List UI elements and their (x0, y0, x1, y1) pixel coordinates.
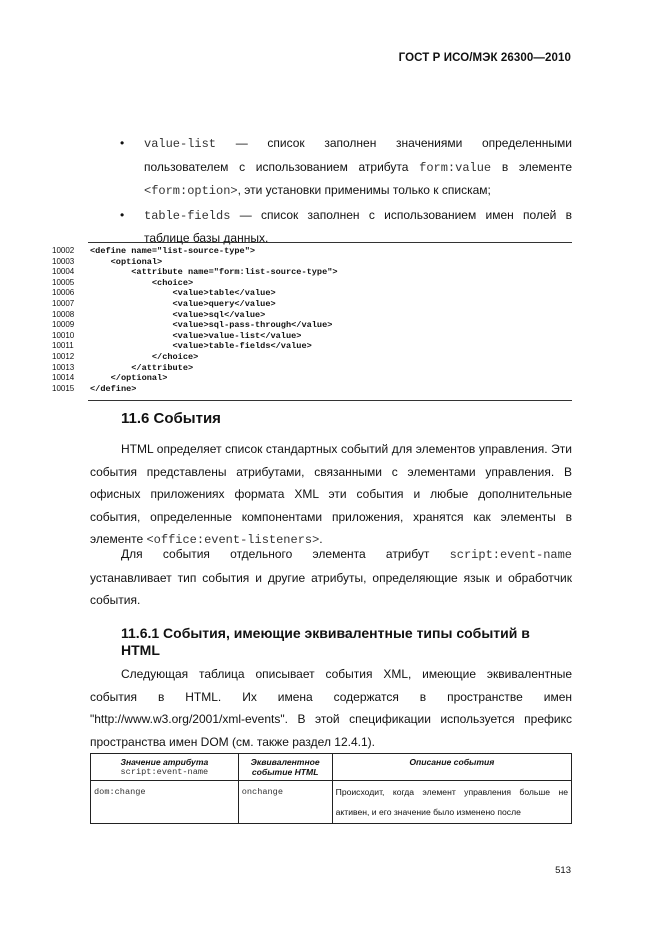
line-number: 10005 (52, 277, 75, 287)
document-header: ГОСТ Р ИСО/МЭК 26300—2010 (398, 52, 571, 64)
code-text: </attribute> (90, 362, 194, 373)
inline-code: <office:event-listeners> (146, 533, 320, 547)
section-paragraph (90, 543, 572, 612)
code-text: <value>value-list</value> (90, 330, 302, 341)
table-cell-description: Происходит, когда элемент управления больше не активен, и его значение было изменено после (332, 781, 571, 824)
line-number: 10008 (52, 309, 75, 319)
table-header-description: Описание события (332, 754, 571, 781)
bullet-item (120, 132, 572, 203)
table-cell-attr: dom:change (91, 781, 239, 824)
code-line (52, 278, 572, 289)
line-number: 10004 (52, 267, 75, 277)
bullet-text: — список заполнен с использованием имен полей в таблице базы данных. (144, 207, 572, 245)
table-header-row (91, 754, 572, 781)
line-number: 10007 (52, 298, 75, 308)
line-number: 10012 (52, 351, 75, 361)
code-text: <attribute name="form:list-source-type"> (90, 267, 338, 278)
code-text: <value>table</value> (90, 288, 276, 299)
code-line (52, 299, 572, 310)
code-line (52, 310, 572, 321)
code-text: <value>query</value> (90, 298, 276, 309)
table-header-attr (91, 754, 239, 781)
line-number: 10006 (52, 288, 75, 298)
section-heading: 11.6 События (121, 410, 221, 427)
code-line (52, 246, 572, 257)
inline-code: form:value (419, 160, 492, 175)
header-label: Значение атрибута (120, 757, 209, 767)
bullet-list (120, 132, 572, 251)
inline-code: <form:option> (144, 184, 238, 198)
table-row (91, 781, 572, 824)
page-number: 513 (555, 865, 571, 876)
line-number: 10009 (52, 320, 75, 330)
bullet-text: , эти установки применимы только к спискам; (237, 183, 491, 197)
code-bottom-rule (88, 400, 572, 401)
bullet-marker: • (120, 136, 125, 150)
section-paragraph (90, 438, 572, 552)
table-header-html-event: Эквивалентное событие HTML (238, 754, 332, 781)
code-text: <define name="list-source-type"> (90, 246, 256, 256)
code-text: </choice> (90, 351, 199, 362)
line-number: 10014 (52, 373, 75, 383)
subsection-paragraph: Следующая таблица описывает события XML, имеющие эквивалентные события в HTML. Их имена содержатся в пространстве имен "http://www.w3.org/2001/xml-events". В этой спецификации используется префикс пространства имен DOM (см. также раздел 12.4.1). (90, 667, 572, 749)
code-lines (52, 246, 572, 394)
line-number: 10013 (52, 362, 75, 372)
paragraph-text: устанавливает тип события и другие атрибуты, определяющие язык и обработчик события. (90, 570, 572, 607)
code-line (52, 267, 572, 278)
code-line (52, 257, 572, 268)
bullet-text: — список заполнен значениями определенными пользователем с использованием атрибута (144, 136, 572, 174)
subsection-heading: 11.6.1 События, имеющие эквивалентные типы событий в HTML (121, 625, 530, 658)
code-line (52, 352, 572, 363)
bullet-marker: • (120, 207, 125, 222)
code-text: <value>sql</value> (90, 309, 266, 320)
line-number: 10002 (52, 246, 75, 255)
code-line (52, 288, 572, 299)
inline-code: value-list (144, 137, 217, 151)
code-text: <value>sql-pass-through</value> (90, 320, 333, 331)
code-line (52, 341, 572, 352)
code-text: </define> (90, 383, 137, 394)
bullet-text: в элементе (491, 159, 572, 174)
code-top-rule (88, 242, 572, 243)
paragraph-text: HTML определяет список стандартных событий для элементов управления. Эти события представлены атрибутами, связанными с элементами управления. В офисных приложениях формата XML эти события и любые дополнительные события, определенные компонентами приложения, хранятся как элементы в элементе (90, 442, 572, 546)
code-text: <choice> (90, 277, 194, 288)
code-line (52, 373, 572, 384)
line-number: 10011 (52, 341, 74, 351)
paragraph-text: Для события отдельного элемента атрибут (121, 547, 450, 561)
inline-code: table-fields (144, 208, 231, 223)
paragraph-text: . (319, 532, 323, 546)
events-table (90, 753, 572, 824)
table-cell-html-event: onchange (238, 781, 332, 824)
code-line (52, 331, 572, 342)
line-number: 10010 (52, 330, 75, 340)
code-line (52, 384, 572, 395)
code-line (52, 363, 572, 374)
inline-code: script:event-name (449, 548, 572, 562)
code-line (52, 320, 572, 331)
line-number: 10015 (52, 383, 75, 393)
line-number: 10003 (52, 256, 75, 266)
code-text: </optional> (90, 373, 168, 384)
code-text: <optional> (90, 256, 163, 267)
header-sub-label: script:event-name (120, 767, 209, 777)
code-text: <value>table-fields</value> (90, 341, 312, 352)
